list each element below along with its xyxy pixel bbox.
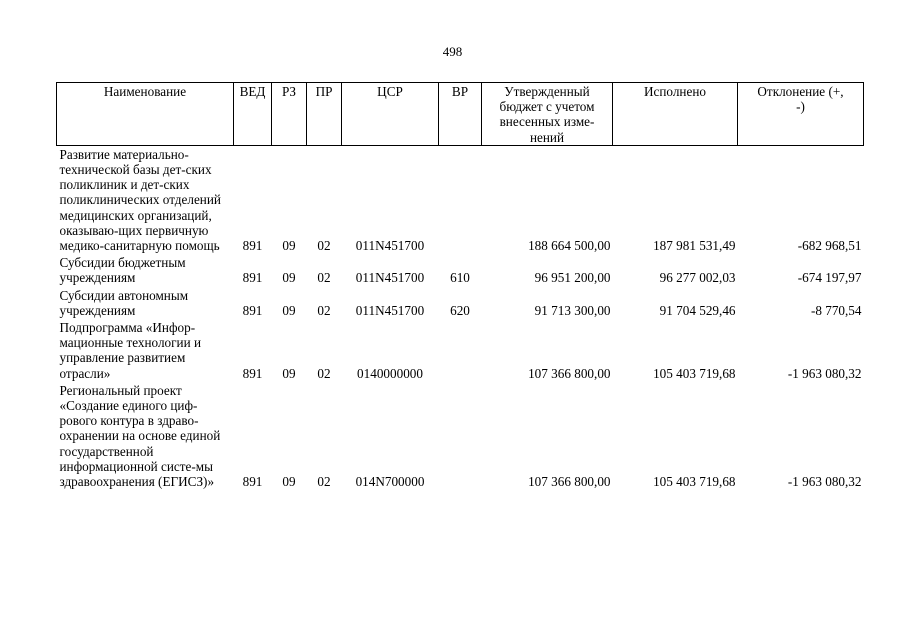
row-approved: 96 951 200,00 — [534, 270, 611, 286]
row-executed: 96 277 002,03 — [659, 270, 736, 286]
row-rz: 09 — [282, 270, 296, 286]
header-vr: ВР — [439, 83, 482, 146]
row-vr — [439, 319, 482, 382]
row-csr: 014N700000 — [355, 474, 425, 490]
row-pr: 02 — [317, 270, 331, 286]
row-executed: 187 981 531,49 — [653, 238, 736, 254]
row-vr: 610 — [450, 270, 470, 286]
row-name: Подпрограмма «Инфор-мационные технологии и управление развитием отрасли» — [59, 320, 202, 381]
header-deviation: Отклонение (+, -) — [738, 83, 864, 146]
table-row — [57, 382, 864, 490]
header-csr: ЦСР — [342, 83, 439, 146]
row-csr: 011N451700 — [355, 302, 425, 318]
row-ved: 891 — [242, 238, 263, 254]
row-pr: 02 — [317, 365, 331, 381]
row-executed: 105 403 719,68 — [653, 365, 736, 381]
header-rz: РЗ — [272, 83, 307, 146]
row-executed: 105 403 719,68 — [653, 474, 736, 490]
row-ved: 891 — [242, 302, 263, 318]
row-ved: 891 — [242, 270, 263, 286]
row-deviation: -674 197,97 — [797, 270, 862, 286]
row-rz: 09 — [282, 238, 296, 254]
row-deviation: -682 968,51 — [797, 238, 862, 254]
header-pr: ПР — [307, 83, 342, 146]
row-name: Субсидии бюджетным учреждениям — [59, 255, 186, 286]
row-csr: 011N451700 — [355, 238, 425, 254]
row-deviation: -8 770,54 — [810, 302, 862, 318]
row-ved: 891 — [242, 365, 263, 381]
row-vr: 620 — [450, 302, 470, 318]
row-rz: 09 — [282, 302, 296, 318]
row-executed: 91 704 529,46 — [659, 302, 736, 318]
header-ved: ВЕД — [234, 83, 272, 146]
row-name: Субсидии автономным учреждениям — [59, 287, 189, 318]
table-header-row — [57, 83, 864, 146]
row-csr: 011N451700 — [355, 270, 425, 286]
page-number: 498 — [442, 44, 463, 59]
table-row — [57, 319, 864, 382]
row-name: Развитие материально-технической базы дет-ских поликлиник и дет-ских поликлинических отделений медицинских организаций, оказываю-щих первичную медико-санитарную помощь — [59, 146, 221, 254]
row-vr — [439, 382, 482, 490]
header-approved: Утвержденный бюджет с учетом внесенных изме-нений — [482, 83, 613, 146]
row-pr: 02 — [317, 238, 331, 254]
table-row — [57, 254, 864, 286]
budget-execution-table — [56, 82, 864, 490]
header-name: Наименование — [57, 83, 234, 146]
row-pr: 02 — [317, 302, 331, 318]
table-body — [57, 145, 864, 490]
row-deviation: -1 963 080,32 — [787, 474, 862, 490]
row-approved: 188 664 500,00 — [528, 238, 611, 254]
row-rz: 09 — [282, 365, 296, 381]
row-csr: 0140000000 — [357, 365, 423, 381]
row-ved: 891 — [242, 474, 263, 490]
row-approved: 107 366 800,00 — [528, 474, 611, 490]
table-row — [57, 287, 864, 319]
row-approved: 91 713 300,00 — [534, 302, 611, 318]
row-approved: 107 366 800,00 — [528, 365, 611, 381]
table-row — [57, 145, 864, 254]
row-vr — [439, 145, 482, 254]
row-pr: 02 — [317, 474, 331, 490]
row-deviation: -1 963 080,32 — [787, 365, 862, 381]
header-executed: Исполнено — [613, 83, 738, 146]
row-name: Региональный проект «Создание единого циф-рового контура в здраво-охранении на основе единой государственной информационной систе-мы здравоохранения (ЕГИСЗ)» — [59, 382, 221, 490]
row-rz: 09 — [282, 474, 296, 490]
